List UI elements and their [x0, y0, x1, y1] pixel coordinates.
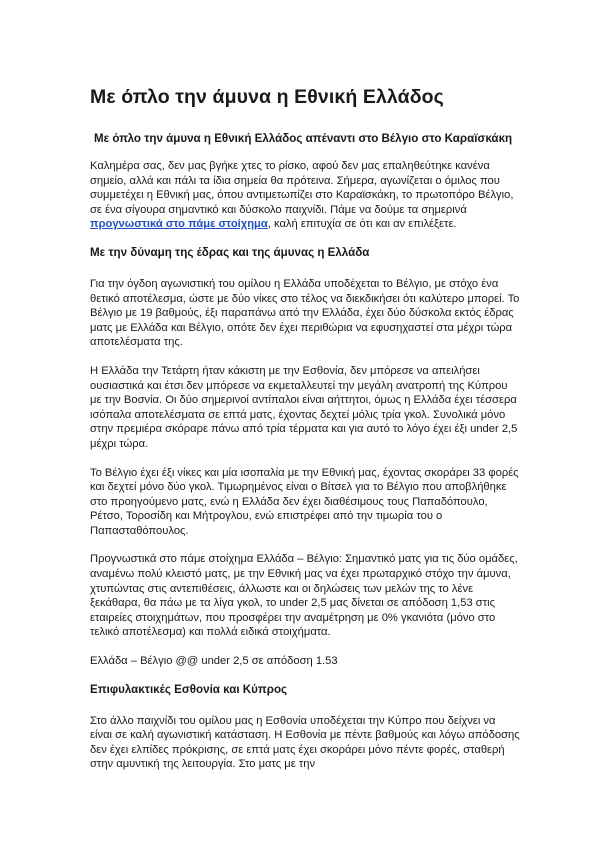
predictions-link[interactable]: προγνωστικά στο πάμε στοίχημα — [90, 218, 268, 231]
document-page — [90, 86, 520, 786]
section-heading-greece: Με την δύναμη της έδρας και της άμυνας η Ελλάδα — [90, 245, 370, 259]
intro-text-after: , καλή επιτυχία σε ότι και αν επιλέξετε. — [267, 218, 457, 231]
paragraph: Η Ελλάδα την Τετάρτη ήταν κάκιστη με την Εσθονία, δεν μπόρεσε να απειλήσει ουσιαστικά και έτσι δεν μπόρεσε να εκμεταλλευτεί την μεγάλη ανατροπή της Κύπρου με την Βοσνία. Οι δύο σημερινοί αντίπαλοι είναι αήττητοι, όμως η Ελλάδα έχει τέσσερα ισόπαλα αποτελέσματα σε επτά ματς, έχοντας δεχτεί μόλις τρία γκολ. Συνολικά μόνο στην πρεμιέρα σκόραρε πάνω από τρία τέρματα και για αυτό το λόγο έχει έξι under 2,5 μέχρι τώρα. — [90, 364, 518, 450]
pick-line: Ελλάδα – Βέλγιο @@ under 2,5 σε απόδοση 1.53 — [90, 655, 338, 668]
section-heading-estonia-cyprus: Επιφυλακτικές Εσθονία και Κύπρος — [90, 682, 288, 696]
paragraph: Προγνωστικά στο πάμε στοίχημα Ελλάδα – Βέλγιο: Σημαντικό ματς για τις δύο ομάδες, αναμένω πολύ κλειστό ματς, με την Εθνική μας να έχει πρωταρχικό στόχο την άμυνα, χτυπώντας στις αντεπιθέσεις, άλλωστε και οι δηλώσεις των μελών της το λένε ξεκάθαρα, θα πάω με τα λίγα γκολ, το under 2,5 μας δίνεται σε απόδοση 1,53 στις εταιρείες στοιχημάτων, που προσφέρει την αναμέτρηση με 0% γκανιότα (μόνο στο τελικό αποτέλεσμα) και πολλά ειδικά στοιχήματα. — [90, 553, 518, 639]
paragraph: Για την όγδοη αγωνιστική του ομίλου η Ελλάδα υποδέχεται το Βέλγιο, με στόχο ένα θετικό αποτέλεσμα, ώστε με δύο νίκες στο τέλος να διεκδικήσει ότι καλύτερο μπορεί. Το Βέλγιο με 19 βαθμούς, έξι παραπάνω από την Ελλάδα, έχει δύο δύσκολα εκτός έδρας ματς με Ελλάδα και Βέλγιο, οπότε δεν έχει περιθώρια να εφυσηχαστεί στα μέχρι τώρα αποτελέσματα της. — [90, 277, 520, 349]
paragraph: Το Βέλγιο έχει έξι νίκες και μία ισοπαλία με την Εθνική μας, έχοντας σκοράρει 33 φορές και δεχτεί μόνο δύο γκολ. Τιμωρημένος είναι ο Βίτσελ για το Βέλγιο που αποβλήθηκε στο προηγούμενο ματς, ενώ η Ελλάδα δεν έχει διαθέσιμους τους Παπαδόπουλο, Ρέτσο, Τοροσίδη και Μήτρογλου, ενώ επιστρέφει από την τιμωρία του ο Παπασταθόπουλος. — [90, 466, 519, 537]
article-subtitle: Με όπλο την άμυνα η Εθνική Ελλάδος απέναντι στο Βέλγιο στο Καραϊσκάκη — [94, 132, 513, 145]
intro-text-before: Καλημέρα σας, δεν μας βγήκε χτες το ρίσκο, αφού δεν μας επαληθεύτηκε κανένα σημείο, αλλά και πάλι τα ίδια σημεία θα πρότεινα. Σήμερα, αγωνίζεται ο όμιλος που συμμετέχει η Εθνική μας, όπου αντιμετωπίζει στο Καραϊσκάκη, το πρωτοπόρο Βέλγιο, σε ένα σίγουρα σημαντικό και δύσκολο παιχνίδι. Πάμε να δούμε τα σημερινά — [90, 160, 514, 216]
paragraph: Στο άλλο παιχνίδι του ομίλου μας η Εσθονία υποδέχεται την Κύπρο που δείχνει να είναι σε καλή αγωνιστική κατάσταση. Η Εσθονία με πέντε βαθμούς και λόγω απόδοσης δεν έχει ελπίδες πρόκρισης, σε επτά ματς έχει σκοράρει μόνο πέντε φορές, σταθερή στην αμυντική της λειτουργία. Στο ματς με την — [90, 714, 520, 771]
intro-paragraph — [90, 159, 520, 232]
page-title: Με όπλο την άμυνα η Εθνική Ελλάδος — [90, 86, 444, 108]
